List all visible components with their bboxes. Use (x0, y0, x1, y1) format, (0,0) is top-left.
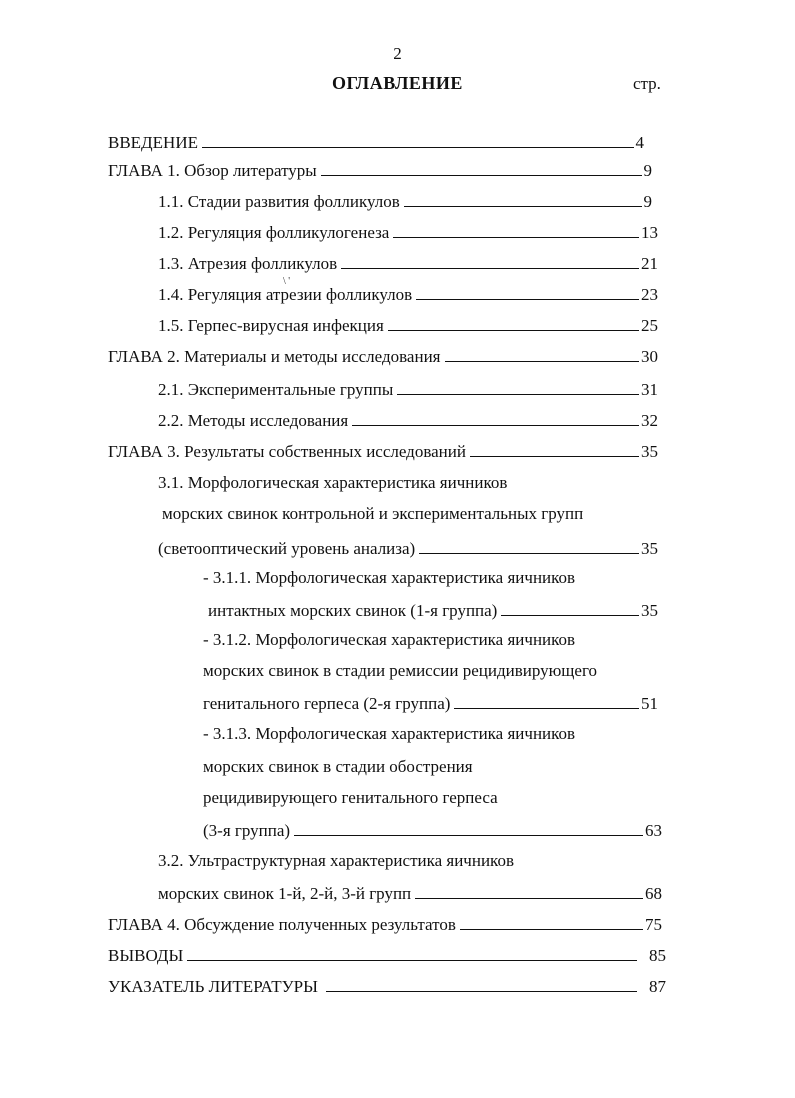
toc-entry-page: 9 (643, 161, 652, 180)
leader-line (501, 615, 639, 616)
toc-entry-chapter-3[interactable] (108, 438, 658, 462)
toc-entry-3-1-2[interactable] (203, 690, 658, 714)
toc-entry-3-1-3-line-1: - 3.1.3. Морфологическая характеристика яичников (203, 724, 576, 743)
leader-line (341, 268, 639, 269)
toc-entry-page: 13 (641, 223, 658, 242)
toc-entry-title: 1.1. Стадии развития фолликулов (158, 192, 400, 211)
toc-entry-3-1-line-1: 3.1. Морфологическая характеристика яичников (158, 473, 508, 492)
toc-entry-title: ГЛАВА 3. Результаты собственных исследований (108, 442, 466, 461)
leader-line (294, 835, 643, 836)
leader-line (404, 206, 642, 207)
toc-entry-3-1-1-line-1: - 3.1.1. Морфологическая характеристика яичников (203, 568, 576, 587)
toc-entry-title: ВВЕДЕНИЕ (108, 133, 198, 152)
toc-entry-3-2[interactable] (158, 880, 662, 904)
toc-entry-page: 21 (641, 254, 658, 273)
toc-entry-3-1-line-2: морских свинок контрольной и экспериментальных групп (162, 504, 584, 523)
toc-entry-3-1-1[interactable] (208, 597, 658, 621)
toc-entry-1-4[interactable] (158, 281, 658, 305)
toc-entry-chapter-2[interactable] (108, 343, 658, 367)
toc-entry-title: 2.1. Экспериментальные группы (158, 380, 394, 399)
leader-line (416, 299, 639, 300)
toc-entry-title: (светооптический уровень анализа) (158, 539, 416, 558)
toc-entry-page: 23 (641, 285, 658, 304)
toc-entry-page: 25 (641, 316, 658, 335)
toc-entry-1-1[interactable] (158, 188, 652, 212)
toc-entry-conclusions[interactable] (108, 942, 666, 966)
page-column-label: стр. (633, 74, 661, 93)
toc-entry-page: 32 (641, 411, 658, 430)
toc-entry-page: 87 (649, 977, 666, 996)
toc-entry-1-2[interactable] (158, 219, 658, 243)
toc-entry-page: 63 (645, 821, 662, 840)
toc-entry-title: 2.2. Методы исследования (158, 411, 349, 430)
toc-entry-page: 4 (635, 133, 644, 152)
leader-line (397, 394, 639, 395)
toc-entry-page: 35 (641, 442, 658, 461)
leader-line (419, 553, 639, 554)
toc-entry-title: 1.3. Атрезия фолликулов (158, 254, 338, 273)
leader-line (187, 960, 637, 961)
toc-entry-1-5[interactable] (158, 312, 658, 336)
toc-entry-title: ГЛАВА 2. Материалы и методы исследования (108, 347, 441, 366)
page-number: 2 (393, 44, 402, 63)
leader-line (445, 361, 640, 362)
toc-entry-title: ВЫВОДЫ (108, 946, 184, 965)
toc-entry-3-1-3-line-3: рецидивирующего генитального герпеса (203, 788, 498, 807)
toc-entry-title: генитального герпеса (2-я группа) (203, 694, 451, 713)
toc-entry-references[interactable] (108, 973, 666, 997)
toc-entry-page: 30 (641, 347, 658, 366)
toc-entry-intro[interactable] (108, 129, 644, 153)
toc-entry-title: ГЛАВА 4. Обсуждение полученных результатов (108, 915, 456, 934)
toc-entry-page: 35 (641, 601, 658, 620)
toc-entry-page: 68 (645, 884, 662, 903)
toc-entry-3-2-line-1: 3.2. Ультраструктурная характеристика яичников (158, 851, 514, 870)
toc-entry-page: 51 (641, 694, 658, 713)
toc-entry-chapter-1[interactable] (108, 157, 652, 181)
leader-line (388, 330, 639, 331)
toc-entry-title: (3-я группа) (203, 821, 291, 840)
page-title: ОГЛАВЛЕНИЕ (332, 73, 463, 93)
leader-line (460, 929, 643, 930)
toc-entry-3-1-3-line-2: морских свинок в стадии обострения (203, 757, 473, 776)
toc-entry-title: 1.5. Герпес-вирусная инфекция (158, 316, 384, 335)
toc-entry-page: 35 (641, 539, 658, 558)
leader-line (202, 147, 634, 148)
toc-entry-title: УКАЗАТЕЛЬ ЛИТЕРАТУРЫ (108, 977, 318, 996)
leader-line (326, 991, 637, 992)
leader-line (470, 456, 639, 457)
toc-entry-3-1[interactable] (158, 535, 658, 559)
toc-entry-title: морских свинок 1-й, 2-й, 3-й групп (158, 884, 412, 903)
toc-entry-page: 75 (645, 915, 662, 934)
toc-entry-page: 31 (641, 380, 658, 399)
toc-entry-page: 85 (649, 946, 666, 965)
toc-entry-2-2[interactable] (158, 407, 658, 431)
toc-entry-title: интактных морских свинок (1-я группа) (208, 601, 498, 620)
toc-entry-title: 1.4. Регуляция атрезии фолликулов (158, 285, 413, 304)
toc-entry-3-1-2-line-1: - 3.1.2. Морфологическая характеристика яичников (203, 630, 576, 649)
scan-mark: \ ' (283, 276, 291, 287)
leader-line (393, 237, 639, 238)
toc-entry-2-1[interactable] (158, 376, 658, 400)
toc-entry-chapter-4[interactable] (108, 911, 662, 935)
toc-entry-3-1-2-line-2: морских свинок в стадии ремиссии рецидивирующего (203, 661, 597, 680)
leader-line (415, 898, 643, 899)
toc-entry-title: 1.2. Регуляция фолликулогенеза (158, 223, 390, 242)
toc-entry-1-3[interactable] (158, 250, 658, 274)
toc-entry-page: 9 (643, 192, 652, 211)
toc-entry-3-1-3[interactable] (203, 817, 662, 841)
leader-line (454, 708, 639, 709)
leader-line (352, 425, 639, 426)
leader-line (321, 175, 642, 176)
toc-entry-title: ГЛАВА 1. Обзор литературы (108, 161, 317, 180)
